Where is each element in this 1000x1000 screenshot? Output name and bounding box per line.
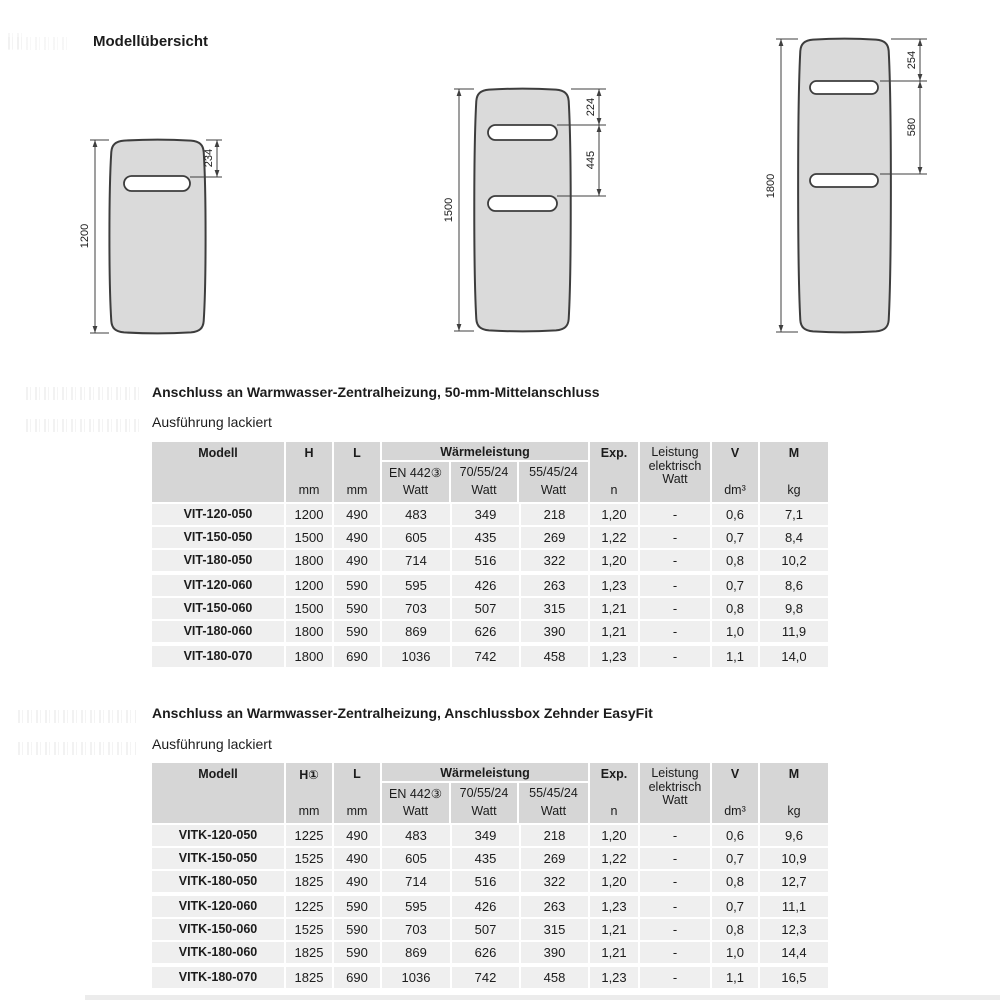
model-cell: VIT-150-050	[152, 527, 286, 548]
col-label: EN 442③	[389, 466, 442, 480]
value-cell: 1,20	[590, 825, 640, 846]
col-unit: kg	[787, 804, 801, 818]
value-cell: -	[640, 871, 712, 892]
col-header-554524	[519, 462, 588, 502]
col-group-waermeleistung	[382, 763, 590, 823]
value-cell: 1500	[286, 598, 334, 619]
value-cell: 1825	[286, 942, 334, 963]
value-cell: 435	[452, 527, 521, 548]
value-cell: 349	[452, 504, 521, 525]
towel-slot	[810, 81, 878, 94]
col-label: elektrisch	[648, 458, 702, 473]
value-cell: 626	[452, 942, 521, 963]
col-label: M	[788, 767, 800, 781]
value-cell: 315	[521, 919, 590, 940]
value-cell: 269	[521, 527, 590, 548]
group-subcolumns	[382, 783, 588, 823]
value-cell: 483	[382, 504, 452, 525]
value-cell: 490	[334, 527, 382, 548]
value-cell: -	[640, 896, 712, 917]
value-cell: 507	[452, 598, 521, 619]
model-cell: VIT-180-060	[152, 621, 286, 642]
value-cell: 714	[382, 871, 452, 892]
value-cell: -	[640, 646, 712, 667]
col-unit: n	[610, 804, 618, 818]
table-row	[152, 504, 828, 527]
table-header	[152, 442, 828, 502]
col-header-705524	[451, 462, 519, 502]
towel-slot	[488, 125, 557, 140]
model-cell: VIT-180-070	[152, 646, 286, 667]
value-cell: 1825	[286, 967, 334, 988]
value-cell: 263	[521, 896, 590, 917]
value-cell: 0,6	[712, 825, 760, 846]
value-cell: 490	[334, 504, 382, 525]
value-cell: -	[640, 919, 712, 940]
value-cell: 10,9	[781, 851, 807, 866]
value-cell: 590	[334, 575, 382, 596]
value-cell: 1,1	[712, 646, 760, 667]
value-cell: 590	[334, 919, 382, 940]
col-header-h	[286, 442, 334, 502]
model-cell: VITK-180-050	[152, 871, 286, 892]
col-header-m	[760, 442, 828, 502]
model-cell: VITK-150-060	[152, 919, 286, 940]
value-cell: 263	[521, 575, 590, 596]
value-cell: -	[640, 575, 712, 596]
col-label: 55/45/24	[529, 786, 578, 800]
table-row	[152, 871, 828, 896]
value-cell: 516	[452, 871, 521, 892]
value-cell: 1,22	[590, 527, 640, 548]
scan-artifact	[26, 419, 142, 432]
value-cell: 7,1	[784, 507, 804, 522]
value-cell: 742	[452, 967, 521, 988]
value-cell: 590	[334, 598, 382, 619]
col-label: Exp.	[600, 767, 628, 781]
col-label: L	[353, 446, 361, 460]
model-cell: VITK-180-070	[152, 967, 286, 988]
col-unit: mm	[298, 483, 320, 497]
value-cell: 458	[521, 646, 590, 667]
value-cell: 490	[334, 871, 382, 892]
value-cell: 490	[334, 848, 382, 869]
value-cell: 0,8	[712, 871, 760, 892]
col-header-en442	[382, 462, 451, 502]
col-label: H	[304, 446, 314, 460]
spec-table-mittelanschluss	[152, 442, 828, 669]
table-row	[152, 646, 828, 669]
value-cell: 1525	[286, 919, 334, 940]
col-unit: mm	[346, 804, 368, 818]
dimension-label-height: 1500	[442, 197, 455, 223]
col-label: Leistung	[651, 445, 699, 459]
value-cell: 0,7	[712, 527, 760, 548]
col-label: M	[788, 446, 800, 460]
col-label: Modell	[198, 446, 238, 460]
col-unit: mm	[298, 804, 320, 818]
col-header-l	[334, 763, 382, 823]
value-cell: -	[640, 825, 712, 846]
value-cell: 322	[521, 871, 590, 892]
col-label: V	[730, 446, 740, 460]
value-cell: -	[640, 942, 712, 963]
value-cell: 490	[334, 550, 382, 571]
value-cell: 703	[382, 919, 452, 940]
section-title-mittelanschluss: Anschluss an Warmwasser-Zentralheizung, 50-mm-Mittelanschluss	[152, 384, 600, 400]
col-header-modell	[152, 442, 286, 502]
towel-slot	[488, 196, 557, 211]
value-cell: 1036	[382, 967, 452, 988]
cut-off-element	[85, 995, 1000, 1000]
table-row	[152, 896, 828, 919]
col-header-l	[334, 442, 382, 502]
value-cell: 0,7	[712, 575, 760, 596]
value-cell: -	[640, 621, 712, 642]
value-cell: 690	[334, 646, 382, 667]
dimension-label-height: 1800	[764, 173, 777, 199]
value-cell: 869	[382, 942, 452, 963]
value-cell: 516	[452, 550, 521, 571]
value-cell: 11,1	[781, 899, 807, 914]
spec-table-easyfit	[152, 763, 828, 990]
value-cell: 9,8	[784, 601, 804, 616]
radiator-diagram-1800	[745, 26, 945, 346]
col-header-leistung-elektrisch	[640, 442, 712, 502]
value-cell: 1,0	[712, 942, 760, 963]
value-cell: 8,6	[784, 578, 804, 593]
value-cell: 9,6	[784, 828, 804, 843]
dimension-label-height: 1200	[78, 223, 91, 249]
table-row	[152, 919, 828, 942]
value-cell: -	[640, 967, 712, 988]
value-cell: -	[640, 550, 712, 571]
col-unit: dm³	[724, 483, 746, 497]
value-cell: 0,8	[712, 598, 760, 619]
value-cell: 0,6	[712, 504, 760, 525]
model-cell: VITK-150-050	[152, 848, 286, 869]
dimension-label-top: 224	[584, 97, 597, 117]
col-header-en442	[382, 783, 451, 823]
value-cell: 0,7	[712, 848, 760, 869]
towel-slot	[810, 174, 878, 187]
value-cell: 269	[521, 848, 590, 869]
table-row	[152, 575, 828, 598]
group-label: Wärmeleistung	[382, 442, 588, 462]
value-cell: 1800	[286, 646, 334, 667]
col-label: Leistung	[651, 766, 699, 780]
radiator-diagram-1500	[440, 78, 625, 348]
table-row	[152, 621, 828, 646]
value-cell: 1,21	[590, 621, 640, 642]
value-cell: 0,8	[712, 919, 760, 940]
model-cell: VITK-180-060	[152, 942, 286, 963]
col-unit: Watt	[402, 483, 429, 497]
value-cell: 1800	[286, 550, 334, 571]
table-row	[152, 550, 828, 575]
col-unit: kg	[787, 483, 801, 497]
model-cell: VITK-120-050	[152, 825, 286, 846]
value-cell: 1,21	[590, 919, 640, 940]
towel-slot	[124, 176, 190, 191]
col-label: EN 442③	[389, 787, 442, 801]
col-unit: Watt	[471, 483, 497, 497]
col-header-705524	[451, 783, 519, 823]
section-subtitle: Ausführung lackiert	[152, 414, 272, 430]
value-cell: 1,1	[712, 967, 760, 988]
value-cell: 14,0	[781, 649, 807, 664]
value-cell: -	[640, 504, 712, 525]
col-label: L	[353, 767, 361, 781]
value-cell: 426	[452, 896, 521, 917]
table-body	[152, 504, 828, 669]
value-cell: 349	[452, 825, 521, 846]
table-row	[152, 825, 828, 848]
col-label: 70/55/24	[459, 786, 509, 800]
group-subcolumns	[382, 462, 588, 502]
dimension-label-top: 234	[202, 148, 215, 168]
value-cell: 605	[382, 848, 452, 869]
scan-artifact	[8, 37, 70, 50]
radiator-diagram-1200	[75, 128, 235, 343]
col-label: Exp.	[600, 446, 628, 460]
section-subtitle: Ausführung lackiert	[152, 736, 272, 752]
value-cell: 426	[452, 575, 521, 596]
value-cell: 390	[521, 621, 590, 642]
value-cell: 1,23	[590, 575, 640, 596]
table-row	[152, 848, 828, 871]
col-unit: Watt	[471, 804, 497, 818]
value-cell: 390	[521, 942, 590, 963]
value-cell: 218	[521, 504, 590, 525]
table-row	[152, 527, 828, 550]
col-label: H①	[299, 768, 319, 782]
value-cell: -	[640, 848, 712, 869]
value-cell: 10,2	[781, 553, 807, 568]
model-cell: VIT-120-050	[152, 504, 286, 525]
model-cell: VIT-120-060	[152, 575, 286, 596]
table-header	[152, 763, 828, 823]
radiator-outline	[109, 140, 205, 334]
value-cell: 11,9	[781, 624, 807, 639]
table-body	[152, 825, 828, 990]
table-row	[152, 598, 828, 621]
value-cell: 626	[452, 621, 521, 642]
value-cell: 1,23	[590, 967, 640, 988]
value-cell: 0,7	[712, 896, 760, 917]
col-unit: Watt	[540, 483, 567, 497]
scan-artifact	[18, 710, 136, 723]
col-header-exp	[590, 442, 640, 502]
col-header-m	[760, 763, 828, 823]
value-cell: 1,20	[590, 504, 640, 525]
value-cell: 14,4	[781, 945, 807, 960]
col-unit: Watt	[540, 804, 567, 818]
col-header-554524	[519, 783, 588, 823]
model-cell: VITK-120-060	[152, 896, 286, 917]
value-cell: 1225	[286, 896, 334, 917]
value-cell: 1,21	[590, 598, 640, 619]
col-header-exp	[590, 763, 640, 823]
scan-artifact	[18, 742, 136, 755]
dimension-label-mid: 445	[584, 150, 597, 170]
col-label: 70/55/24	[459, 465, 509, 479]
value-cell: 0,8	[712, 550, 760, 571]
value-cell: 315	[521, 598, 590, 619]
value-cell: 1,20	[590, 871, 640, 892]
col-label: V	[730, 767, 740, 781]
value-cell: 703	[382, 598, 452, 619]
value-cell: 16,5	[781, 970, 807, 985]
dimension-label-top: 254	[905, 50, 918, 70]
value-cell: 1825	[286, 871, 334, 892]
col-label: 55/45/24	[529, 465, 578, 479]
value-cell: 869	[382, 621, 452, 642]
value-cell: 1525	[286, 848, 334, 869]
value-cell: 490	[334, 825, 382, 846]
scan-artifact	[26, 387, 142, 400]
value-cell: 1,22	[590, 848, 640, 869]
col-header-v	[712, 442, 760, 502]
model-cell: VIT-180-050	[152, 550, 286, 571]
value-cell: 1036	[382, 646, 452, 667]
col-label: elektrisch	[648, 779, 702, 794]
value-cell: 1800	[286, 621, 334, 642]
value-cell: 690	[334, 967, 382, 988]
value-cell: 605	[382, 527, 452, 548]
value-cell: 218	[521, 825, 590, 846]
value-cell: 1,23	[590, 896, 640, 917]
col-header-h	[286, 763, 334, 823]
value-cell: 590	[334, 621, 382, 642]
value-cell: -	[640, 598, 712, 619]
col-header-leistung-elektrisch	[640, 763, 712, 823]
value-cell: 1,0	[712, 621, 760, 642]
section-title-easyfit: Anschluss an Warmwasser-Zentralheizung, Anschlussbox Zehnder EasyFit	[152, 705, 653, 721]
value-cell: 714	[382, 550, 452, 571]
dimension-label-mid: 580	[905, 117, 918, 137]
value-cell: -	[640, 527, 712, 548]
table-row	[152, 967, 828, 990]
col-header-modell	[152, 763, 286, 823]
group-label: Wärmeleistung	[382, 763, 588, 783]
col-group-waermeleistung	[382, 442, 590, 502]
col-header-v	[712, 763, 760, 823]
col-unit: mm	[346, 483, 368, 497]
value-cell: 590	[334, 896, 382, 917]
value-cell: 742	[452, 646, 521, 667]
model-cell: VIT-150-060	[152, 598, 286, 619]
col-unit: n	[610, 483, 618, 497]
value-cell: 435	[452, 848, 521, 869]
value-cell: 483	[382, 825, 452, 846]
value-cell: 458	[521, 967, 590, 988]
value-cell: 507	[452, 919, 521, 940]
page-title: Modellübersicht	[93, 33, 209, 50]
value-cell: 1200	[286, 575, 334, 596]
value-cell: 1500	[286, 527, 334, 548]
value-cell: 12,3	[781, 922, 807, 937]
value-cell: 8,4	[784, 530, 804, 545]
col-unit: Watt	[662, 793, 688, 807]
value-cell: 12,7	[781, 874, 807, 889]
value-cell: 590	[334, 942, 382, 963]
value-cell: 1225	[286, 825, 334, 846]
col-unit: dm³	[724, 804, 746, 818]
value-cell: 1200	[286, 504, 334, 525]
col-unit: Watt	[662, 472, 688, 486]
value-cell: 322	[521, 550, 590, 571]
value-cell: 1,23	[590, 646, 640, 667]
value-cell: 595	[382, 896, 452, 917]
value-cell: 1,21	[590, 942, 640, 963]
table-row	[152, 942, 828, 967]
col-label: Modell	[198, 767, 238, 781]
value-cell: 595	[382, 575, 452, 596]
value-cell: 1,20	[590, 550, 640, 571]
col-unit: Watt	[402, 804, 429, 818]
